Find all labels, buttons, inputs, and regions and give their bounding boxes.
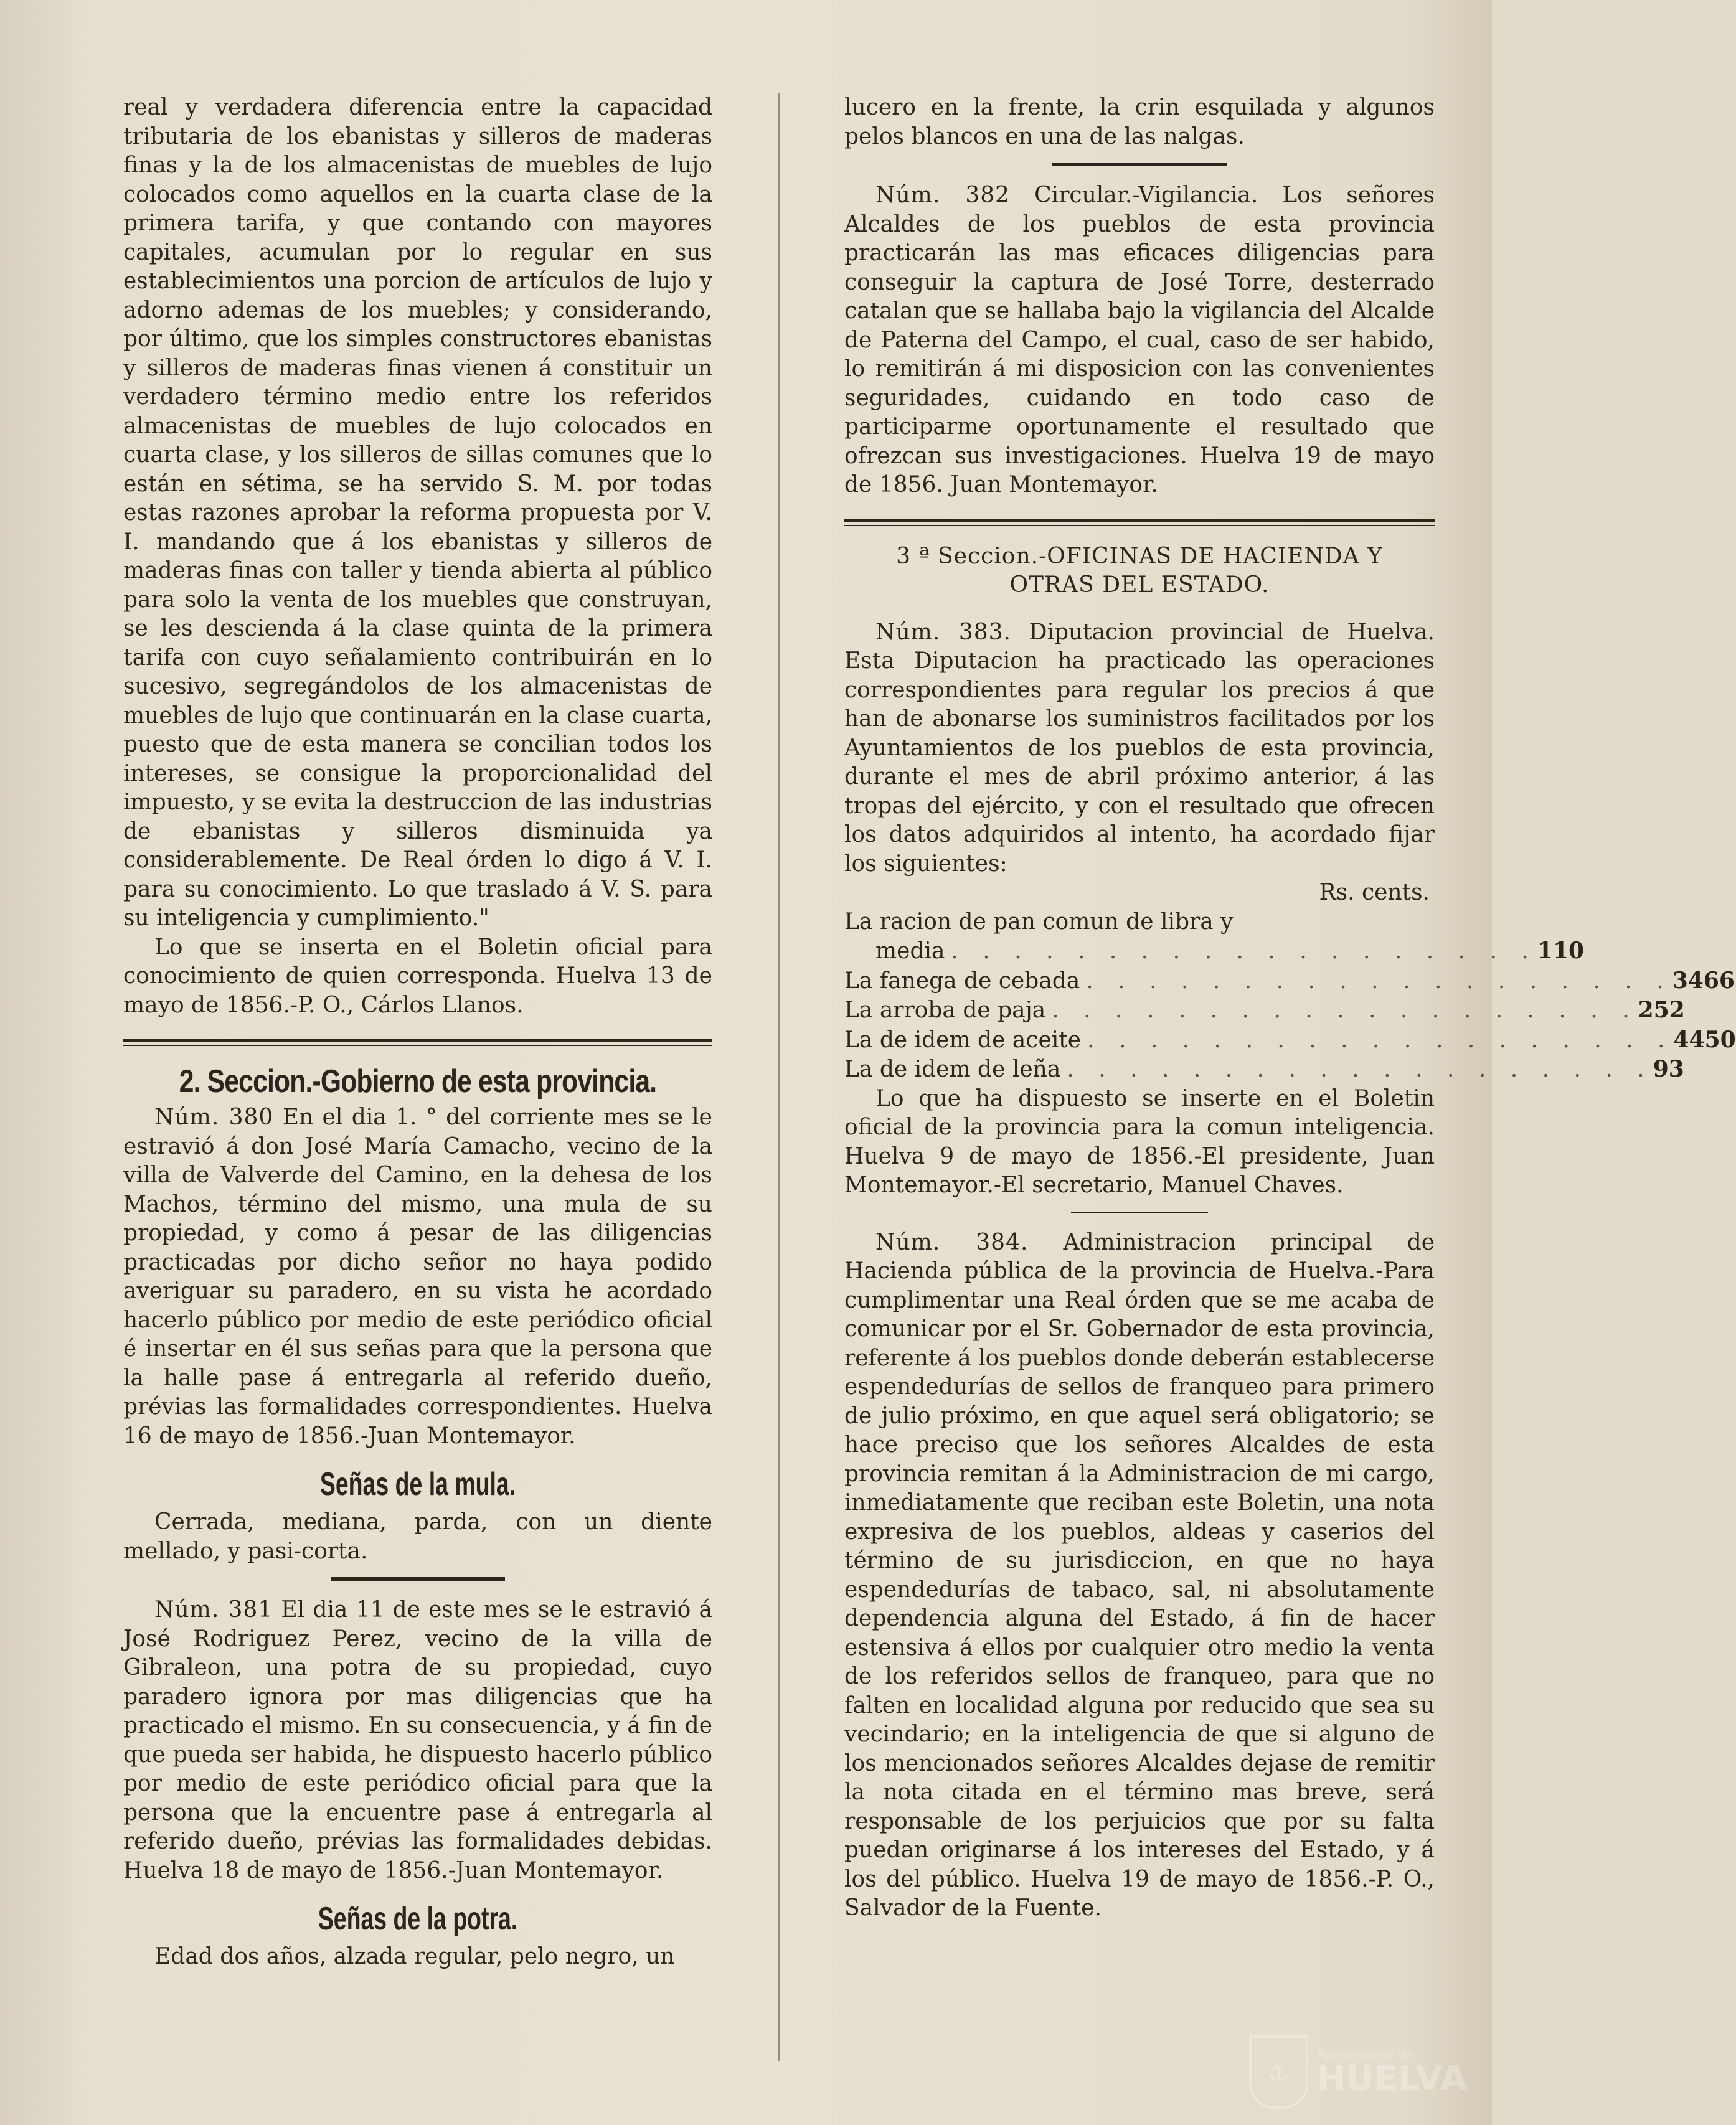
notice-number: Núm. 384.	[875, 1229, 1029, 1255]
notice-382	[844, 181, 1435, 500]
price-table-header: Rs. cents.	[1319, 880, 1430, 905]
price-reales: 1	[1537, 938, 1553, 964]
notice-number: Núm. 382	[875, 182, 1011, 208]
notice-number: Núm. 383.	[875, 619, 1011, 645]
section-divider	[844, 519, 1435, 526]
notice-text: En el dia 1. ° del corriente mes se le estravió á don José María Camacho, vecino de la villa de Valverde del Camino, en la dehesa de los Machos, término del mismo, una mula de su propiedad, y como á pesar de las diligencias practicadas por dicho señor no haya podido averiguar su paradero, en su vista he acordado hacerlo público por medio de este periódico oficial é insertar en él sus señas para que la persona que la halle pase á entregarla al referido dueño, prévias las formalidades correspondientes. Huelva 16 de mayo de 1856.-Juan Montemayor.	[123, 1105, 712, 1449]
leader-dots: . . . . . . . . . . . . . . . . . . .	[1086, 968, 1672, 994]
leader-dots: . . . . . . . . . . . . . . . . . . .	[1052, 997, 1638, 1023]
archive-watermark	[1249, 2032, 1467, 2113]
price-table	[844, 908, 1736, 1085]
leader-dots: . . . . . . . . . . . . . . . . . . .	[951, 938, 1537, 964]
price-row	[844, 966, 1735, 996]
notice-number: Núm. 381	[154, 1597, 273, 1623]
shield-icon: ⚓	[1249, 2035, 1308, 2109]
watermark-text	[1316, 2048, 1467, 2099]
price-cents: 52	[1653, 997, 1685, 1023]
right-column	[844, 93, 1736, 1923]
price-label: La de idem de leña	[844, 1057, 1061, 1082]
watermark-small: Ayuntamiento de	[1316, 2048, 1413, 2061]
short-divider	[1052, 163, 1227, 166]
section-title: 3 ª Seccion.-OFICINAS DE HACIENDA Y	[896, 543, 1383, 569]
price-row	[844, 1055, 1684, 1085]
leader-dots: . . . . . . . . . . . . . . . . . . .	[1067, 1057, 1653, 1082]
notice-381	[123, 1596, 712, 1885]
section-divider	[123, 1039, 712, 1046]
section-title: 2. Seccion.-Gobierno de esta provincia.	[179, 1063, 657, 1100]
price-cents: 93	[1653, 1056, 1684, 1082]
section-title: OTRAS DEL ESTADO.	[1009, 572, 1270, 598]
notice-text: Administracion principal de Hacienda pública de la provincia de Huelva.-Para cumplimentar una Real órden que se me acaba de comunicar por el Sr. Gobernador de esta provincia, referente á los pueblos donde deberán establecerse espendedurías de sellos de franqueo para primero de julio próximo, en que aquel será obligatorio; se hace preciso que los señores Alcaldes de esta provincia remitan á la Administracion de mi cargo, inmediatamente que reciban este Boletin, una nota expresiva de los pueblos, aldeas y caserios del término de su jurisdiccion, en que no haya espendedurías de tabaco, sal, ni absolutamente dependencia alguna del Estado, á fin de hacer estensiva á ellos por cualquier otro medio la venta de los referidos sellos de franqueo, para que no falten en localidad alguna por reducido que sea su vecindario; en la inteligencia de que si alguno de los mencionados señores Alcaldes dejase de remitir la nota citada en el término mas breve, será responsable de los perjuicios que por su falta puedan originarse á los intereses del Estado, y á los del público. Huelva 19 de mayo de 1856.-P. O., Salvador de la Fuente.	[844, 1229, 1435, 1921]
price-reales: 44	[1673, 1026, 1705, 1053]
price-label: media	[875, 938, 945, 964]
left-column	[123, 93, 712, 1972]
notice-text: El dia 11 de este mes se le estravió á José Rodriguez Perez, vecino de la villa de Gibraleon, una potra de su propiedad, cuyo paradero ignora por mas diligencias que ha practicado el mismo. En su consecuencia, y á fin de que pueda ser habida, he dispuesto hacerlo público por medio de este periódico oficial para que la persona que la encuentre pase á entregarla al referido dueño, prévias las formalidades debidas. Huelva 18 de mayo de 1856.-Juan Montemayor.	[123, 1597, 713, 1883]
notice-380	[123, 1103, 712, 1451]
subsection-title: Señas de la potra.	[318, 1901, 518, 1937]
price-label: La fanega de cebada	[844, 968, 1080, 994]
notice-text: Circular.-Vigilancia. Los señores Alcaldes de los pueblos de esta provincia practicarán las mas eficaces diligencias para conseguir la captura de José Torre, desterrado catalan que se hallaba bajo la vigilancia del Alcalde de Paterna del Campo, el cual, caso de ser habido, lo remitirán á mi disposicion con las convenientes seguridades, cuidando en todo caso de participarme oportunamente el resultado que ofrezcan sus investigaciones. Huelva 19 de mayo de 1856. Juan Montemayor.	[844, 182, 1435, 497]
column-divider	[778, 93, 780, 2061]
subsection-title: Señas de la mula.	[319, 1466, 516, 1502]
text-paragraph: Lo que ha dispuesto se inserte en el Boletin oficial de la provincia para la comun inteligencia. Huelva 9 de mayo de 1856.-El presidente, Juan Montemayor.-El secretario, Manuel Chaves.	[844, 1085, 1435, 1198]
price-reales: 34	[1672, 967, 1704, 994]
watermark-big: HUELVA	[1316, 2058, 1467, 2099]
price-label: La de idem de aceite	[844, 1027, 1082, 1053]
notice-384	[844, 1228, 1435, 1923]
text-paragraph: Edad dos años, alzada regular, pelo negro, un	[154, 1944, 675, 1969]
text-paragraph: real y verdadera diferencia entre la capacidad tributaria de los ebanistas y silleros de maderas finas y la de los almacenistas de muebles de lujo colocados como aquellos en la cuarta clase de la primera tarifa, y que contando con mayores capitales, acumulan por lo regular en sus establecimientos una porcion de artículos de lujo y adorno ademas de los muebles; y considerando, por último, que los simples constructores ebanistas y silleros de maderas finas vienen á constituir un verdadero término medio entre los referidos almacenistas de muebles de lujo colocados en cuarta clase, y los silleros de sillas comunes que lo están en sétima, se ha servido S. M. por todas estas razones aprobar la reforma propuesta por V. I. mandando que á los ebanistas y silleros de maderas finas con taller y tienda abierta al público para solo la venta de los muebles que construyan, se les descienda á la clase quinta de la primera tarifa con cuyo señalamiento contribuirán en lo sucesivo, segregándolos de los almacenistas de muebles de lujo que continuarán en la clase cuarta, puesto que de esta manera se concilian todos los intereses, se consigue la proporcionalidad del impuesto, y se evita la destruccion de las industrias de ebanistas y silleros disminuida ya considerablemente. De Real órden lo digo á V. I. para su conocimiento. Lo que traslado á V. S. para su inteligencia y cumplimiento."	[123, 95, 712, 931]
leader-dots: . . . . . . . . . . . . . . . . . . .	[1087, 1027, 1674, 1053]
price-row	[844, 908, 1435, 937]
short-divider	[331, 1577, 505, 1581]
short-divider	[1071, 1212, 1208, 1213]
price-row	[844, 996, 1685, 1025]
price-cents: 66	[1703, 967, 1735, 994]
text-paragraph: lucero en la frente, la crin esquilada y algunos pelos blancos en una de las nalgas.	[844, 95, 1435, 149]
price-cents: 50	[1704, 1026, 1736, 1053]
price-label: La racion de pan comun de libra y	[844, 908, 1234, 935]
price-row	[844, 1025, 1736, 1055]
price-row	[844, 936, 1585, 966]
notice-383	[844, 618, 1435, 879]
text-paragraph: Cerrada, mediana, parda, con un diente mellado, y pasi-corta.	[123, 1509, 712, 1564]
notice-text: Diputacion provincial de Huelva. Esta Diputacion ha practicado las operaciones correspondientes para regular los precios á que han de abonarse los suministros facilitados por los Ayuntamientos de los pueblos de esta provincia, durante el mes de abril próximo anterior, á las tropas del ejército, y con el resultado que ofrecen los datos adquiridos al intento, ha acordado fijar los siguientes:	[844, 619, 1435, 877]
text-paragraph: Lo que se inserta en el Boletin oficial para conocimiento de quien corresponda. Huelva 13 de mayo de 1856.-P. O., Cárlos Llanos.	[123, 934, 712, 1018]
price-reales: 2	[1638, 997, 1654, 1023]
price-cents: 10	[1552, 938, 1585, 964]
price-label: La arroba de paja	[844, 997, 1046, 1023]
section-3-heading	[844, 542, 1435, 600]
notice-number: Núm. 380	[154, 1105, 274, 1130]
